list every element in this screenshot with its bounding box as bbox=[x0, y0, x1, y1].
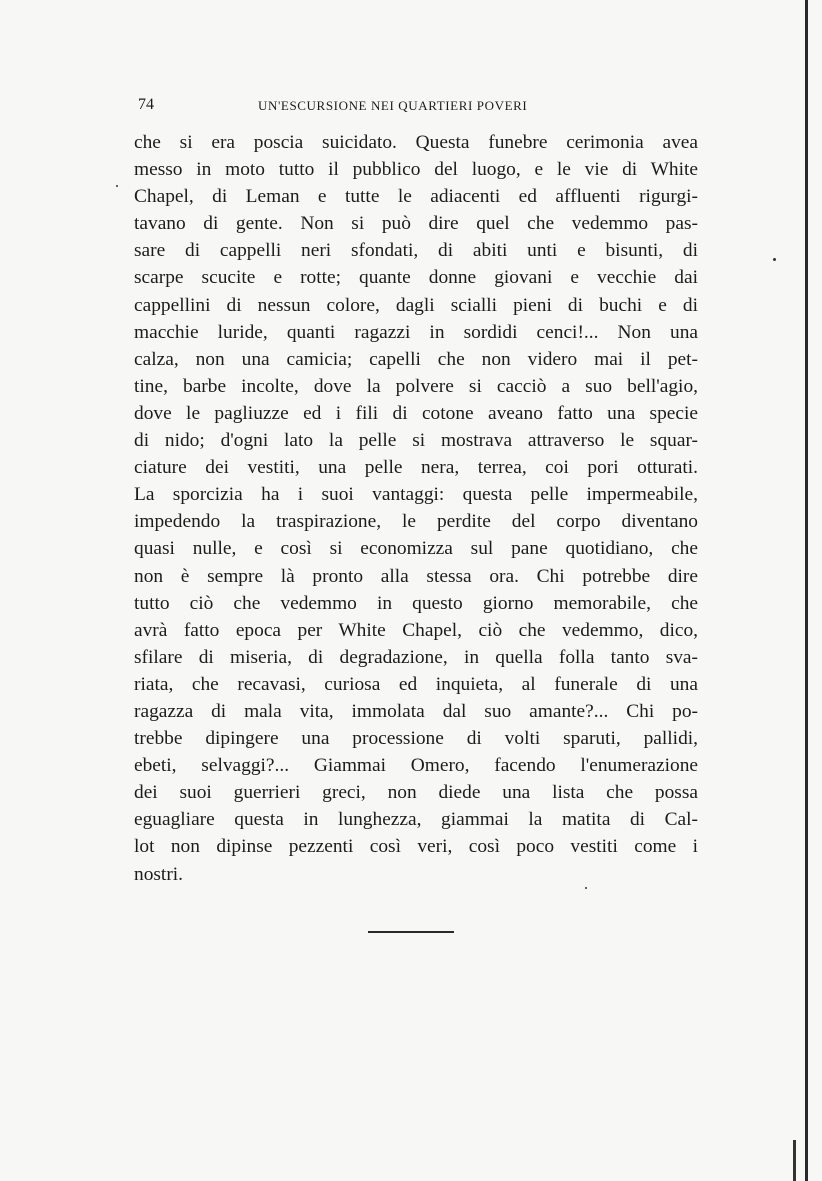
text-line: di nido; d'ogni lato la pelle si mostrava attraverso le squar- bbox=[134, 430, 698, 452]
text-line-last: nostri. bbox=[134, 863, 184, 885]
page-edge-mark bbox=[793, 1140, 796, 1181]
text-line: scarpe scucite e rotte; quante donne giovani e vecchie dai bbox=[134, 267, 698, 289]
running-head: UN'ESCURSIONE NEI QUARTIERI POVERI bbox=[258, 98, 528, 113]
body-paragraph bbox=[134, 129, 698, 888]
section-divider bbox=[368, 931, 454, 933]
page-edge-shadow bbox=[805, 0, 808, 1181]
text-line: cappellini di nessun colore, dagli scialli pieni di buchi e di bbox=[134, 294, 698, 316]
text-line: La sporcizia ha i suoi vantaggi: questa pelle impermeabile, bbox=[134, 484, 698, 506]
text-line: impedendo la traspirazione, le perdite del corpo diventano bbox=[134, 511, 698, 533]
text-line: che si era poscia suicidato. Questa funebre cerimonia avea bbox=[134, 132, 698, 153]
text-line: tavano di gente. Non si può dire quel che vedemmo pas- bbox=[134, 213, 698, 235]
print-speck bbox=[116, 185, 118, 187]
print-speck bbox=[773, 258, 776, 261]
text-line: tutto ciò che vedemmo in questo giorno memorabile, che bbox=[134, 592, 698, 614]
text-line: Chapel, di Leman e tutte le adiacenti ed affluenti rigurgi- bbox=[134, 186, 698, 208]
text-line: non è sempre là pronto alla stessa ora. Chi potrebbe dire bbox=[134, 565, 698, 587]
text-line: macchie luride, quanti ragazzi in sordidi cenci!... Non una bbox=[134, 321, 698, 343]
text-line: dei suoi guerrieri greci, non diede una lista che possa bbox=[134, 782, 698, 804]
print-speck bbox=[585, 887, 587, 889]
text-line: trebbe dipingere una processione di volti sparuti, pallidi, bbox=[134, 728, 698, 750]
text-line: quasi nulle, e così si economizza sul pane quotidiano, che bbox=[134, 538, 698, 560]
text-line: tine, barbe incolte, dove la polvere si cacciò a suo bell'agio, bbox=[134, 375, 698, 397]
page-number: 74 bbox=[138, 96, 154, 113]
text-line: avrà fatto epoca per White Chapel, ciò che vedemmo, dico, bbox=[134, 619, 698, 641]
text-line: eguagliare questa in lunghezza, giammai la matita di Cal- bbox=[134, 809, 698, 831]
text-line: ciature dei vestiti, una pelle nera, terrea, coi pori otturati. bbox=[134, 457, 698, 479]
text-line: riata, che recavasi, curiosa ed inquieta, al funerale di una bbox=[134, 673, 698, 695]
text-line: calza, non una camicia; capelli che non videro mai il pet- bbox=[134, 348, 698, 370]
text-line: dove le pagliuzze ed i fili di cotone aveano fatto una specie bbox=[134, 402, 698, 424]
text-line: ragazza di mala vita, immolata dal suo amante?... Chi po- bbox=[134, 700, 698, 722]
text-line: sare di cappelli neri sfondati, di abiti unti e bisunti, di bbox=[134, 240, 698, 262]
text-line: lot non dipinse pezzenti così veri, così poco vestiti come i bbox=[134, 836, 698, 858]
text-line: sfilare di miseria, di degradazione, in quella folla tanto sva- bbox=[134, 646, 698, 668]
text-line: ebeti, selvaggi?... Giammai Omero, facendo l'enumerazione bbox=[134, 755, 698, 777]
text-line: messo in moto tutto il pubblico del luogo, e le vie di White bbox=[134, 159, 698, 181]
page-header bbox=[138, 96, 698, 120]
